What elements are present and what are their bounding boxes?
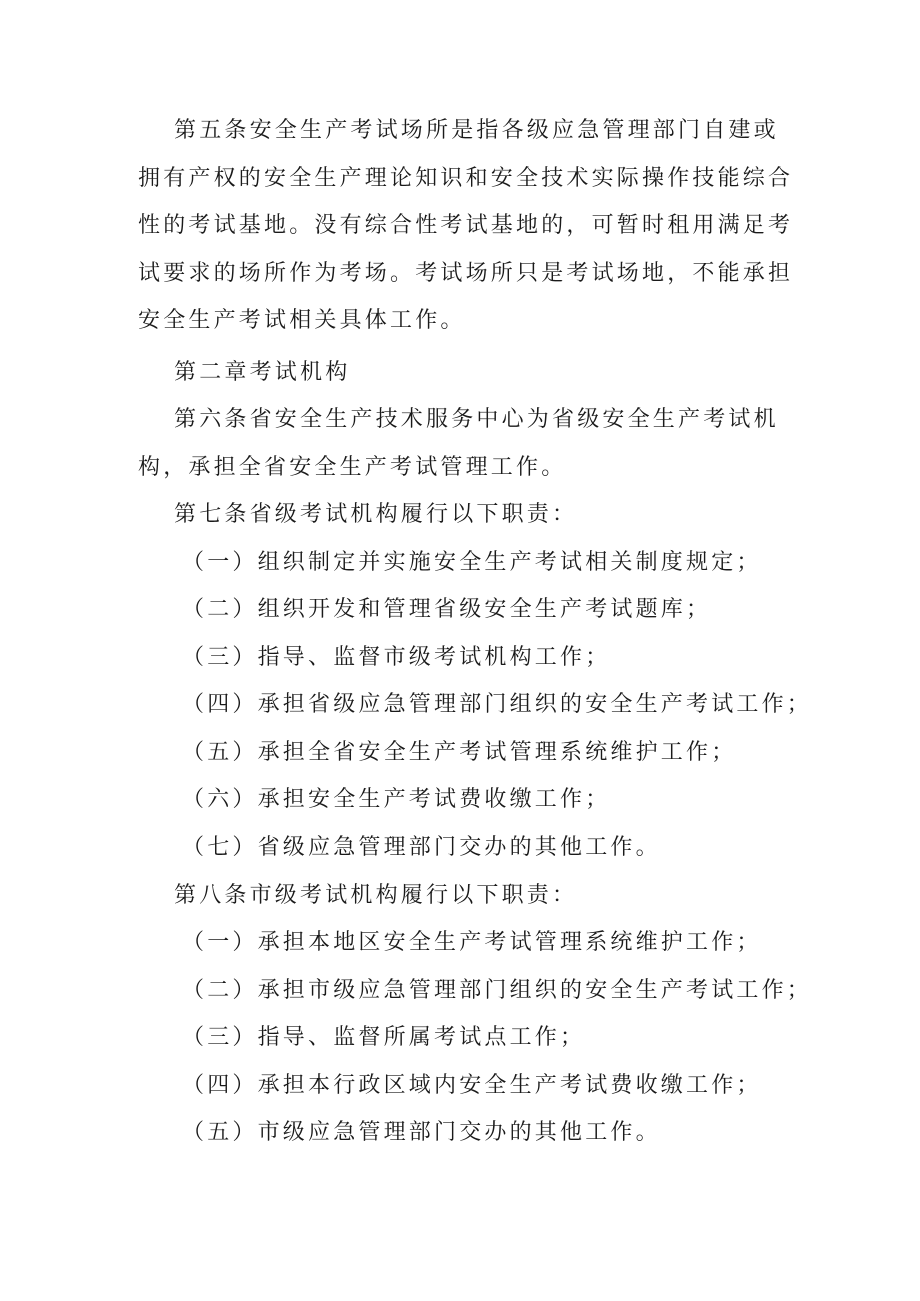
article-8-item-3: （三）指导、监督所属考试点工作； [182,1025,586,1050]
article-7-item-4: （四）承担省级应急管理部门组织的安全生产考试工作； [182,692,813,717]
article-8-item-1: （一）承担本地区安全生产考试管理系统维护工作； [182,930,762,955]
article-5-paragraph: 第五条安全生产考试场所是指各级应急管理部门自建或拥有产权的安全生产理论知识和安全技术实际操作技能综合性的考试基地。没有综合性考试基地的，可暂时租用满足考试要求的场所作为考场。考试场所只是考试场地，不能承担安全生产考试相关具体工作。 [138,118,794,333]
article-7-item-5: （五）承担全省安全生产考试管理系统维护工作； [182,740,737,765]
article-8-item-2: （二）承担市级应急管理部门组织的安全生产考试工作； [182,978,813,1003]
article-7-item-3: （三）指导、监督市级考试机构工作； [182,645,611,670]
chapter-2-heading: 第二章考试机构 [174,360,351,385]
article-7-item-7: （七）省级应急管理部门交办的其他工作。 [182,835,661,860]
article-7-item-6: （六）承担安全生产考试费收缴工作； [182,787,611,812]
article-8-item-4: （四）承担本行政区域内安全生产考试费收缴工作； [182,1073,762,1098]
article-7-item-1: （一）组织制定并实施安全生产考试相关制度规定； [182,550,762,575]
article-8-intro: 第八条市级考试机构履行以下职责： [174,883,578,908]
article-6-paragraph: 第六条省安全生产技术服务中心为省级安全生产考试机构，承担全省安全生产考试管理工作。 [138,407,779,480]
article-8-item-5: （五）市级应急管理部门交办的其他工作。 [182,1120,661,1145]
article-7-intro: 第七条省级考试机构履行以下职责： [174,502,578,527]
article-7-item-2: （二）组织开发和管理省级安全生产考试题库； [182,597,712,622]
